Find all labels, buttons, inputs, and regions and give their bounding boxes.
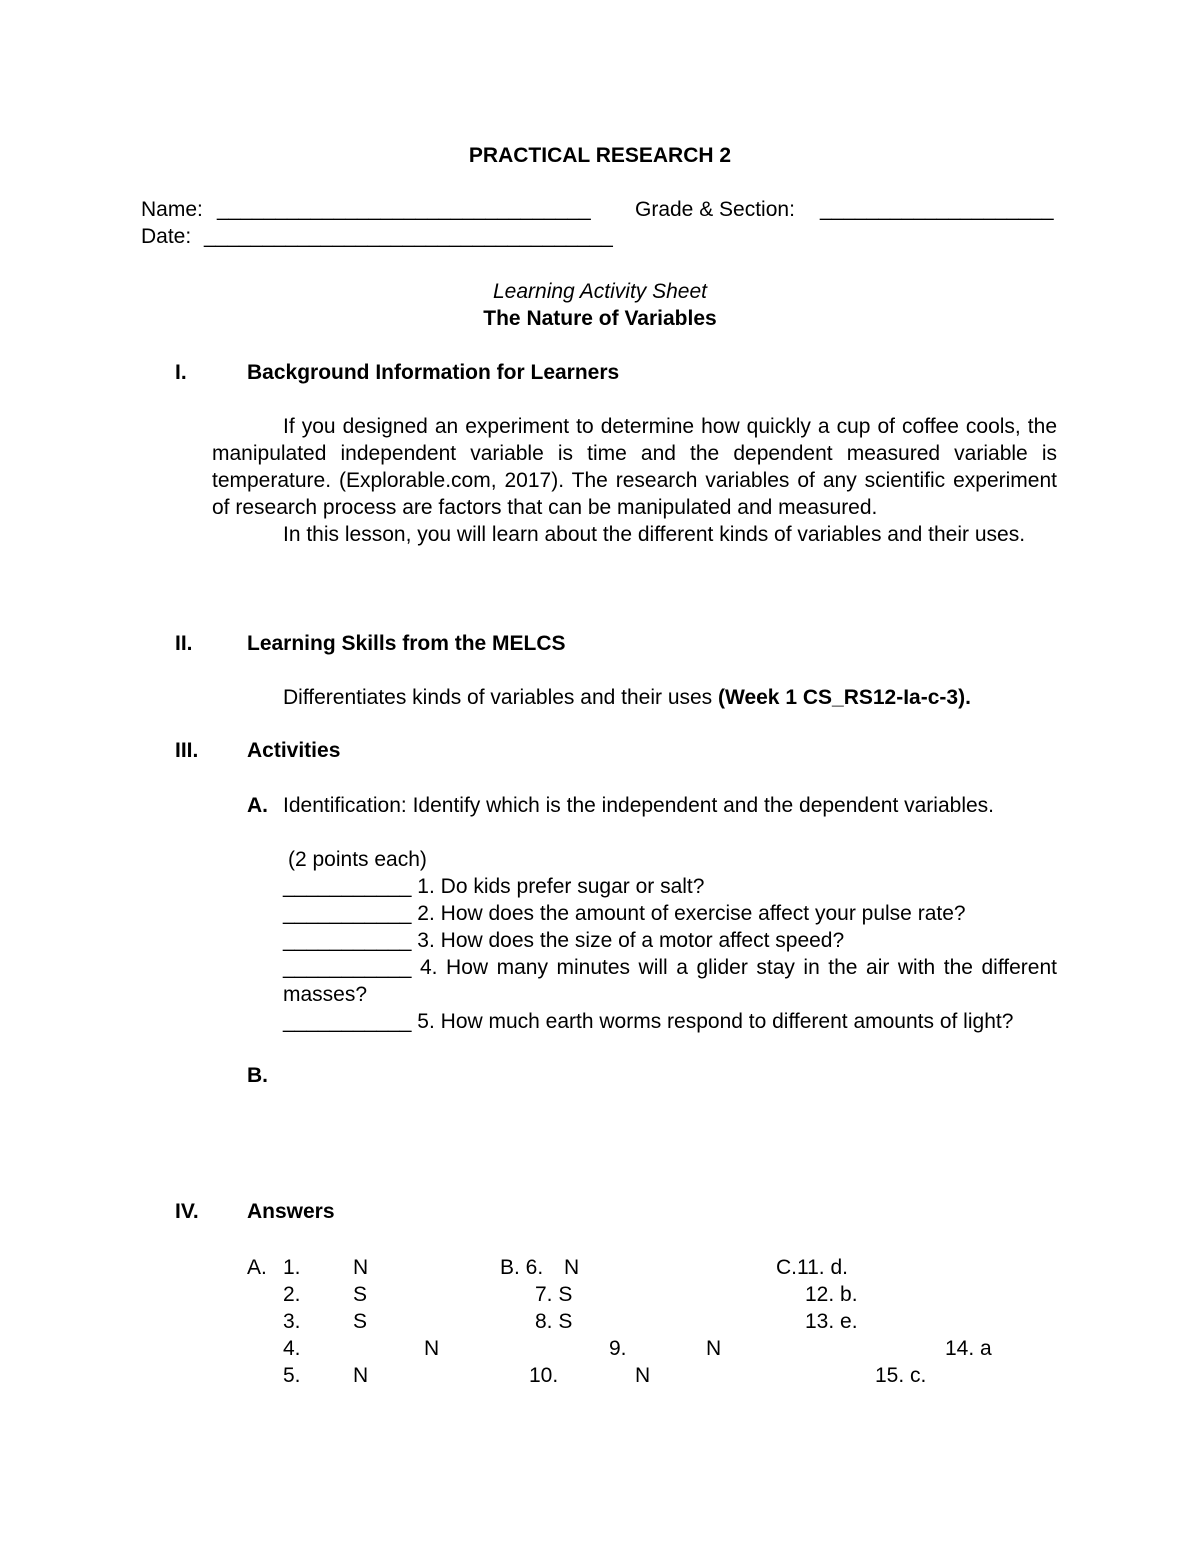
- skills-statement: [283, 684, 971, 711]
- question-4: ___________ 4. How many minutes will a glider stay in the air with the different masses?: [283, 956, 1057, 1006]
- answer-value: N: [635, 1364, 651, 1387]
- section-heading-skills: Learning Skills from the MELCS: [247, 632, 566, 655]
- answer-value: N: [353, 1256, 369, 1279]
- answer-entry: 8. S: [535, 1310, 573, 1333]
- answer-entry: 7. S: [535, 1283, 573, 1306]
- answer-number: 5.: [283, 1364, 301, 1387]
- lesson-title: The Nature of Variables: [483, 307, 717, 330]
- name-field-blank: ________________________________: [217, 198, 591, 221]
- answer-entry: 15. c.: [875, 1364, 927, 1387]
- section-heading-activities: Activities: [247, 739, 341, 762]
- question-2: ___________ 2. How does the amount of exercise affect your pulse rate?: [283, 902, 966, 925]
- activity-b-label: B.: [247, 1064, 268, 1087]
- section-numeral-1: I.: [175, 361, 187, 384]
- activity-a-instruction: Identification: Identify which is the independent and the dependent variables.: [283, 794, 994, 817]
- answer-a-label: A.: [247, 1256, 267, 1279]
- answer-value: N: [424, 1337, 440, 1360]
- answer-number: 3.: [283, 1310, 301, 1333]
- background-text: [212, 413, 1057, 548]
- sheet-subtitle: Learning Activity Sheet: [492, 280, 707, 303]
- activity-a-points: (2 points each): [288, 848, 427, 871]
- question-3: ___________ 3. How does the size of a motor affect speed?: [283, 929, 845, 952]
- answer-value: S: [353, 1283, 368, 1306]
- skills-code: (Week 1 CS_RS12-Ia-c-3).: [718, 686, 971, 709]
- answer-entry: 14. a: [945, 1337, 992, 1360]
- name-field-label: Name:: [141, 198, 203, 221]
- answer-entry: 12. b.: [805, 1283, 858, 1306]
- date-field-label: Date:: [141, 225, 192, 248]
- section-heading-background: Background Information for Learners: [247, 361, 620, 384]
- answer-number: 1.: [283, 1256, 301, 1279]
- question-1: ___________ 1. Do kids prefer sugar or salt?: [283, 875, 705, 898]
- date-field-blank: ___________________________________: [204, 225, 613, 248]
- section-heading-answers: Answers: [247, 1200, 335, 1223]
- background-paragraph-2: In this lesson, you will learn about the different kinds of variables and their uses.: [283, 523, 1026, 546]
- grade-section-blank: ____________________: [820, 198, 1054, 221]
- grade-section-label: Grade & Section:: [635, 198, 795, 221]
- answer-entry: 13. e.: [805, 1310, 858, 1333]
- background-paragraph-1: If you designed an experiment to determine how quickly a cup of coffee cools, the manipulated independent variable is time and the dependent measured variable is temperature. (Explorable.com, 2017). The research variables of any scientific experiment of research process are factors that can be manipulated and measured.: [212, 415, 1057, 519]
- skills-text: Differentiates kinds of variables and their uses: [283, 686, 719, 709]
- answer-value: N: [564, 1256, 580, 1279]
- question-5: ___________ 5. How much earth worms respond to different amounts of light?: [283, 1010, 1014, 1033]
- answer-b-label: B. 6.: [500, 1256, 544, 1279]
- answer-c-label: C.11. d.: [776, 1256, 848, 1279]
- answer-value: N: [353, 1364, 369, 1387]
- section-numeral-3: III.: [175, 739, 199, 762]
- answer-value: N: [706, 1337, 722, 1360]
- page-title: PRACTICAL RESEARCH 2: [468, 144, 732, 167]
- answer-number: 2.: [283, 1283, 301, 1306]
- section-numeral-4: IV.: [175, 1200, 199, 1223]
- answer-number: 10.: [529, 1364, 559, 1387]
- answer-value: S: [353, 1310, 368, 1333]
- activity-a-label: A.: [247, 794, 268, 817]
- answer-number: 9.: [609, 1337, 627, 1360]
- answer-number: 4.: [283, 1337, 301, 1360]
- section-numeral-2: II.: [175, 632, 193, 655]
